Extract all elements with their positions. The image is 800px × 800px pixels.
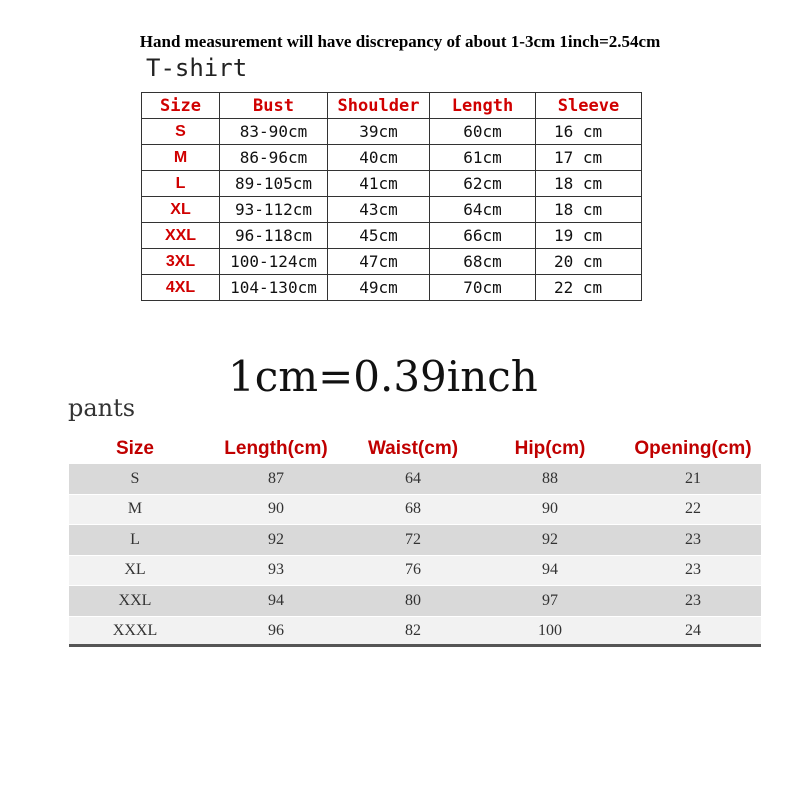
size-cell: 3XL: [142, 249, 220, 275]
pants-header-waist: Waist(cm): [351, 434, 475, 464]
sleeve-cell: 19 cm: [536, 223, 642, 249]
tshirt-header-length: Length: [430, 93, 536, 119]
sleeve-cell: 18 cm: [536, 171, 642, 197]
table-row: [69, 494, 761, 525]
bust-cell: 96-118cm: [220, 223, 328, 249]
unit-conversion: 1cm=0.39inch: [228, 352, 538, 401]
opening-cell: 24: [625, 616, 761, 647]
pants-header-length: Length(cm): [201, 434, 351, 464]
table-row: [142, 249, 642, 275]
tshirt-size-table: [141, 92, 642, 301]
hip-cell: 88: [475, 464, 625, 494]
size-cell: XXXL: [69, 616, 201, 647]
length-cell: 60cm: [430, 119, 536, 145]
pants-header-size: Size: [69, 434, 201, 464]
waist-cell: 82: [351, 616, 475, 647]
opening-cell: 21: [625, 464, 761, 494]
tshirt-section-label: T-shirt: [146, 54, 248, 82]
length-cell: 96: [201, 616, 351, 647]
waist-cell: 76: [351, 555, 475, 586]
tshirt-header-sleeve: Sleeve: [536, 93, 642, 119]
table-row: [142, 145, 642, 171]
pants-size-table: [69, 434, 761, 647]
size-cell: XL: [142, 197, 220, 223]
waist-cell: 72: [351, 525, 475, 556]
size-cell: XXL: [142, 223, 220, 249]
waist-cell: 64: [351, 464, 475, 494]
length-cell: 92: [201, 525, 351, 556]
bust-cell: 100-124cm: [220, 249, 328, 275]
shoulder-cell: 39cm: [328, 119, 430, 145]
size-cell: L: [142, 171, 220, 197]
table-row: [69, 525, 761, 556]
length-cell: 61cm: [430, 145, 536, 171]
table-row: [69, 464, 761, 494]
hip-cell: 97: [475, 586, 625, 617]
hip-cell: 90: [475, 494, 625, 525]
size-cell: 4XL: [142, 275, 220, 301]
table-row: [142, 275, 642, 301]
tshirt-header-bust: Bust: [220, 93, 328, 119]
size-cell: XXL: [69, 586, 201, 617]
shoulder-cell: 49cm: [328, 275, 430, 301]
sleeve-cell: 17 cm: [536, 145, 642, 171]
table-row: [69, 586, 761, 617]
pants-section-label: pants: [68, 394, 136, 422]
size-cell: S: [142, 119, 220, 145]
table-row: [142, 197, 642, 223]
measurement-note: Hand measurement will have discrepancy of about 1-3cm 1inch=2.54cm: [139, 32, 661, 51]
hip-cell: 92: [475, 525, 625, 556]
length-cell: 87: [201, 464, 351, 494]
table-row: [142, 223, 642, 249]
bust-cell: 104-130cm: [220, 275, 328, 301]
tshirt-header-size: Size: [142, 93, 220, 119]
length-cell: 64cm: [430, 197, 536, 223]
shoulder-cell: 40cm: [328, 145, 430, 171]
waist-cell: 80: [351, 586, 475, 617]
sleeve-cell: 22 cm: [536, 275, 642, 301]
shoulder-cell: 45cm: [328, 223, 430, 249]
sleeve-cell: 18 cm: [536, 197, 642, 223]
length-cell: 94: [201, 586, 351, 617]
table-row: [142, 171, 642, 197]
opening-cell: 23: [625, 555, 761, 586]
pants-header-opening: Opening(cm): [625, 434, 761, 464]
length-cell: 62cm: [430, 171, 536, 197]
pants-header-hip: Hip(cm): [475, 434, 625, 464]
table-row: [142, 119, 642, 145]
size-cell: S: [69, 464, 201, 494]
size-cell: M: [142, 145, 220, 171]
waist-cell: 68: [351, 494, 475, 525]
sleeve-cell: 20 cm: [536, 249, 642, 275]
opening-cell: 23: [625, 586, 761, 617]
opening-cell: 22: [625, 494, 761, 525]
table-row: [69, 555, 761, 586]
size-cell: XL: [69, 555, 201, 586]
shoulder-cell: 47cm: [328, 249, 430, 275]
sleeve-cell: 16 cm: [536, 119, 642, 145]
length-cell: 70cm: [430, 275, 536, 301]
length-cell: 93: [201, 555, 351, 586]
bust-cell: 93-112cm: [220, 197, 328, 223]
tshirt-header-shoulder: Shoulder: [328, 93, 430, 119]
hip-cell: 94: [475, 555, 625, 586]
opening-cell: 23: [625, 525, 761, 556]
table-bottom-rule: [69, 644, 761, 647]
pants-header-row: [69, 434, 761, 464]
hip-cell: 100: [475, 616, 625, 647]
length-cell: 90: [201, 494, 351, 525]
bust-cell: 83-90cm: [220, 119, 328, 145]
bust-cell: 86-96cm: [220, 145, 328, 171]
length-cell: 68cm: [430, 249, 536, 275]
shoulder-cell: 41cm: [328, 171, 430, 197]
table-row: [69, 616, 761, 647]
length-cell: 66cm: [430, 223, 536, 249]
size-cell: L: [69, 525, 201, 556]
size-cell: M: [69, 494, 201, 525]
shoulder-cell: 43cm: [328, 197, 430, 223]
bust-cell: 89-105cm: [220, 171, 328, 197]
tshirt-header-row: [142, 93, 642, 119]
